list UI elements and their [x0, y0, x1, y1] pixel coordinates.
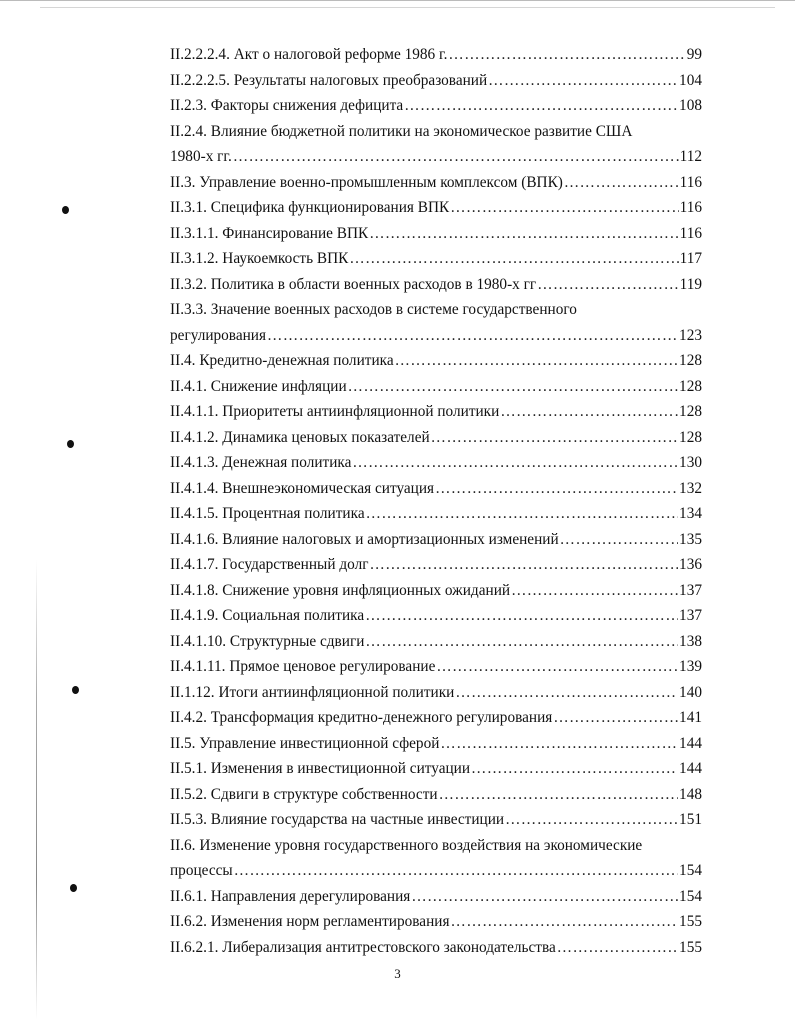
punch-hole-mark: [70, 884, 77, 892]
page-number: 3: [394, 966, 401, 981]
toc-entry: [170, 909, 702, 935]
toc-entry: [170, 68, 702, 94]
toc-entry-page: 132: [679, 479, 702, 497]
toc-entry: [170, 195, 702, 221]
dot-leader: [471, 756, 678, 782]
toc-entry-number: II.3.1.2.: [170, 250, 219, 267]
toc-entry: [170, 552, 702, 578]
toc-entry-number: II.4.1.5.: [170, 505, 219, 522]
dot-leader: [511, 578, 678, 604]
toc-entry-number: II.5.: [170, 734, 196, 752]
toc-entry-page: 139: [679, 658, 702, 675]
toc-entry: [170, 476, 702, 502]
toc-entry-title: Кредитно-денежная политика: [199, 352, 394, 369]
toc-entry-title: Влияние налоговых и амортизационных изменений: [222, 530, 559, 548]
toc-entry-title: Политика в области военных расходов в 1980-х гг: [210, 275, 537, 293]
toc-entry-number: II.2.2.2.5.: [170, 71, 230, 89]
toc-entry-title: Прямое ценовое регулирование: [229, 658, 436, 675]
toc-entry: [170, 654, 702, 680]
toc-entry-title-continuation: 1980-х гг.: [170, 148, 232, 165]
toc-entry-number: II.4.1.10.: [170, 632, 227, 650]
toc-entry-number: II.3.3.: [170, 301, 207, 318]
table-of-contents: [170, 42, 702, 960]
toc-entry-title-continuation: процессы: [170, 862, 233, 879]
dot-leader: [234, 858, 678, 884]
toc-entry-title: Социальная политика: [222, 607, 365, 624]
dot-leader: [352, 450, 678, 476]
toc-entry-page: 134: [679, 505, 702, 522]
toc-entry-number: II.2.4.: [170, 122, 207, 140]
toc-entry-page: 155: [679, 938, 702, 956]
toc-entry: [170, 323, 702, 349]
toc-entry-number: II.3.: [170, 173, 196, 191]
toc-entry-number: II.4.1.2.: [170, 428, 219, 446]
dot-leader: [455, 680, 678, 706]
dot-leader: [348, 374, 678, 400]
toc-entry-title: Государственный долг: [222, 556, 369, 573]
toc-entry-page: 141: [679, 709, 702, 726]
toc-entry-title-continuation: регулирования: [170, 326, 267, 344]
dot-leader: [560, 527, 678, 553]
toc-entry-page: 148: [679, 785, 702, 803]
toc-entry-title: Факторы снижения дефицита: [210, 97, 404, 114]
toc-entry-number: II.4.: [170, 352, 196, 369]
toc-entry-number: II.3.1.1.: [170, 224, 219, 242]
toc-entry-title: Итоги антиинфляционной политики: [218, 683, 455, 701]
toc-entry: [170, 42, 702, 68]
toc-entry: [170, 578, 702, 604]
toc-entry: [170, 603, 702, 629]
toc-entry: [170, 399, 702, 425]
toc-entry: [170, 246, 702, 272]
toc-entry-number: II.4.1.3.: [170, 454, 219, 471]
toc-entry: [170, 629, 702, 655]
toc-entry-page: 154: [679, 862, 702, 879]
toc-entry-title: Сдвиги в структуре собственности: [210, 785, 438, 803]
toc-entry-page: 104: [679, 71, 702, 89]
toc-entry-number: II.5.3.: [170, 811, 207, 828]
dot-leader: [404, 93, 678, 119]
toc-entry: [170, 425, 702, 451]
punch-hole-mark: [62, 206, 69, 214]
toc-entry-page: 123: [679, 326, 702, 344]
toc-entry-title-line: [170, 119, 702, 145]
dot-leader: [349, 246, 678, 272]
toc-entry-page: 155: [679, 913, 702, 930]
toc-entry: [170, 221, 702, 247]
toc-entry-page: 116: [679, 224, 702, 242]
toc-entry: [170, 705, 702, 731]
toc-entry-page: 130: [679, 454, 702, 471]
toc-entry-title: Трансформация кредитно-денежного регулирования: [210, 709, 553, 726]
toc-entry-title: Управление военно-промышленным комплексом (ВПК): [199, 173, 563, 191]
dot-leader: [553, 705, 678, 731]
toc-entry-title: Финансирование ВПК: [222, 224, 369, 242]
toc-entry-number: II.5.1.: [170, 760, 207, 777]
punch-hole-mark: [67, 440, 74, 448]
toc-entry-title: Влияние государства на частные инвестиции: [210, 811, 505, 828]
dot-leader: [564, 170, 679, 196]
toc-entry-number: II.3.1.: [170, 199, 207, 216]
toc-entry-page: 135: [679, 530, 702, 548]
toc-entry-number: II.6.2.: [170, 913, 207, 930]
toc-entry: [170, 272, 702, 298]
toc-entry-title: Динамика ценовых показателей: [222, 428, 430, 446]
toc-entry-title: Внешнеэкономическая ситуация: [222, 479, 435, 497]
toc-entry-title: Приоритеты антиинфляционной политики: [222, 403, 500, 420]
toc-entry: [170, 501, 702, 527]
toc-entry-title: Специфика функционирования ВПК: [210, 199, 450, 216]
toc-entry-page: 119: [679, 275, 702, 293]
toc-entry-title: Акт о налоговой реформе 1986 г.: [233, 46, 448, 63]
toc-entry-number: II.1.12.: [170, 683, 215, 701]
dot-leader: [369, 221, 678, 247]
dot-leader: [448, 42, 685, 68]
toc-entry: [170, 731, 702, 757]
toc-entry: [170, 348, 702, 374]
dot-leader: [366, 501, 678, 527]
toc-entry-title: Управление инвестиционной сферой: [199, 734, 440, 752]
toc-entry-title: Снижение уровня инфляционных ожиданий: [222, 581, 511, 599]
toc-entry-page: 116: [679, 173, 702, 191]
toc-entry-page: 116: [679, 199, 702, 216]
toc-entry-title: Наукоемкость ВПК: [222, 250, 349, 267]
dot-leader: [233, 144, 679, 170]
toc-entry-number: II.4.1.6.: [170, 530, 219, 548]
toc-entry: [170, 884, 702, 910]
toc-entry-number: II.6.: [170, 836, 196, 854]
dot-leader: [505, 807, 678, 833]
toc-entry: [170, 374, 702, 400]
toc-entry-title: Денежная политика: [222, 454, 352, 471]
toc-entry-page: 112: [679, 148, 702, 165]
dot-leader: [537, 272, 678, 298]
toc-entry-title: Процентная политика: [222, 505, 365, 522]
toc-entry: [170, 527, 702, 553]
toc-entry-number: II.6.1.: [170, 887, 207, 905]
toc-entry-page: 140: [679, 683, 702, 701]
dot-leader: [369, 552, 678, 578]
dot-leader: [365, 629, 678, 655]
dot-leader: [488, 68, 678, 94]
dot-leader: [436, 654, 678, 680]
toc-entry-page: 128: [679, 403, 702, 420]
toc-entry-number: II.4.1.8.: [170, 581, 219, 599]
toc-entry-number: II.2.2.2.4.: [170, 46, 230, 63]
toc-entry-page: 136: [679, 556, 702, 573]
toc-entry-number: II.4.1.: [170, 377, 207, 395]
toc-entry: [170, 782, 702, 808]
toc-entry: [170, 680, 702, 706]
toc-entry-number: II.6.2.1.: [170, 938, 219, 956]
toc-entry-title: Значение военных расходов в системе государственного: [210, 301, 577, 318]
toc-entry: [170, 450, 702, 476]
toc-entry-page: 128: [679, 377, 702, 395]
toc-entry-title: Либерализация антитрестовского законодательства: [222, 938, 556, 956]
toc-entry-title: Изменение уровня государственного воздействия на экономические: [199, 836, 643, 854]
toc-entry: [170, 756, 702, 782]
toc-entry-page: 154: [679, 887, 702, 905]
dot-leader: [500, 399, 678, 425]
dot-leader: [365, 603, 678, 629]
toc-entry-number: II.4.1.4.: [170, 479, 219, 497]
dot-leader: [431, 425, 678, 451]
toc-entry-title: Изменения в инвестиционной ситуации: [210, 760, 471, 777]
toc-entry-page: 137: [679, 607, 702, 624]
toc-entry-page: 151: [679, 811, 702, 828]
dot-leader: [435, 476, 678, 502]
dot-leader: [451, 909, 679, 935]
toc-entry-title-line: [170, 833, 702, 859]
dot-leader: [450, 195, 678, 221]
toc-entry-page: 128: [679, 428, 702, 446]
dot-leader: [267, 323, 678, 349]
toc-entry: [170, 858, 702, 884]
toc-entry: [170, 93, 702, 119]
toc-entry-title-line: [170, 297, 702, 323]
toc-entry: [170, 144, 702, 170]
toc-entry-page: 128: [679, 352, 702, 369]
toc-entry-page: 99: [686, 46, 702, 63]
toc-entry-number: II.4.1.11.: [170, 658, 226, 675]
toc-entry-page: 108: [679, 97, 702, 114]
toc-entry-page: 137: [679, 581, 702, 599]
dot-leader: [439, 782, 678, 808]
toc-entry-number: II.4.2.: [170, 709, 207, 726]
toc-entry: [170, 170, 702, 196]
punch-hole-mark: [72, 686, 79, 694]
toc-entry-title: Изменения норм регламентирования: [210, 913, 450, 930]
dot-leader: [411, 884, 678, 910]
toc-entry-number: II.3.2.: [170, 275, 207, 293]
toc-entry: [170, 807, 702, 833]
scan-top-edge: [0, 0, 795, 15]
toc-entry-number: II.5.2.: [170, 785, 207, 803]
dot-leader: [557, 935, 678, 961]
dot-leader: [395, 348, 678, 374]
toc-entry-page: 144: [679, 760, 702, 777]
toc-entry-title: Направления дерегулирования: [210, 887, 411, 905]
toc-entry-number: II.4.1.1.: [170, 403, 219, 420]
toc-entry-page: 144: [679, 734, 702, 752]
toc-entry-title: Влияние бюджетной политики на экономическое развитие США: [210, 122, 633, 140]
toc-entry-number: II.4.1.7.: [170, 556, 219, 573]
toc-entry-page: 138: [679, 632, 702, 650]
toc-entry-page: 117: [679, 250, 702, 267]
toc-entry-title: Снижение инфляции: [210, 377, 347, 395]
toc-entry-number: II.4.1.9.: [170, 607, 219, 624]
toc-entry-title: Структурные сдвиги: [229, 632, 365, 650]
dot-leader: [440, 731, 678, 757]
scan-left-edge: [36, 560, 37, 1020]
toc-entry-title: Результаты налоговых преобразований: [233, 71, 488, 89]
toc-entry-number: II.2.3.: [170, 97, 207, 114]
toc-entry: [170, 935, 702, 961]
